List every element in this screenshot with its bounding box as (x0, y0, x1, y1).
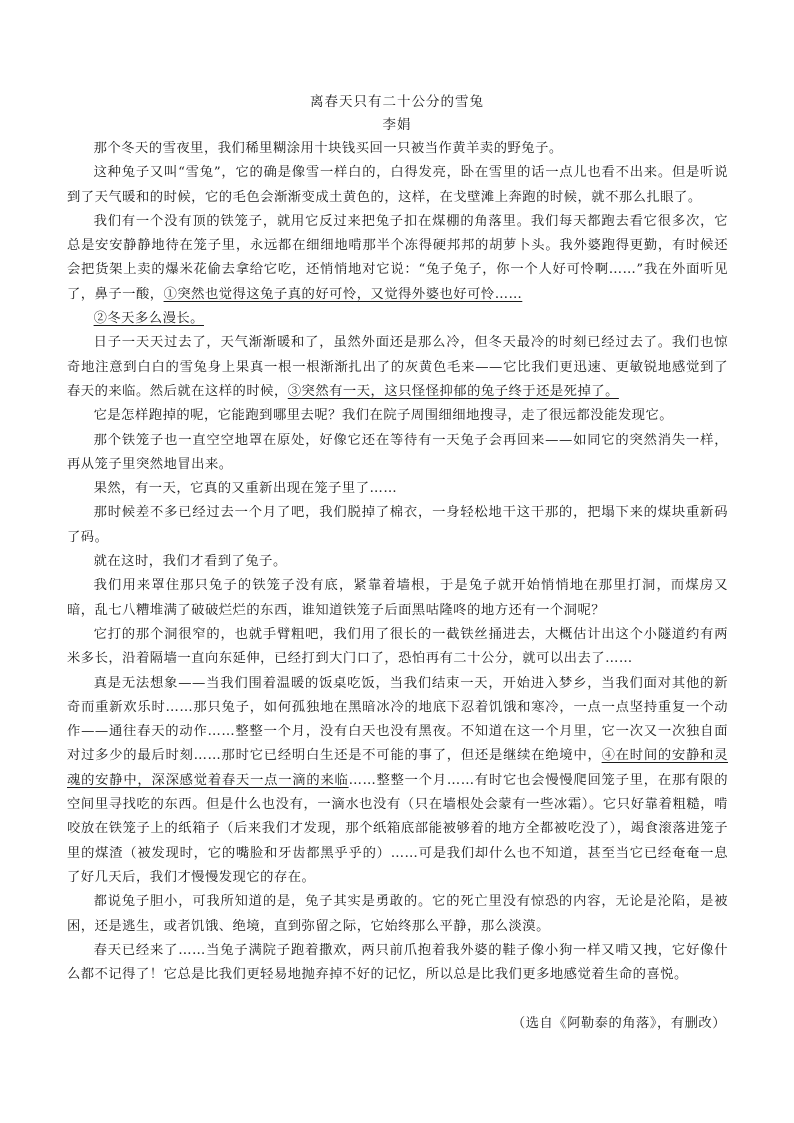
paragraph-6 (67, 404, 728, 428)
paragraph-text: 就在这时，我们才看到了兔子。 (93, 554, 287, 570)
paragraph-2 (67, 161, 728, 210)
underlined-sentence-1: ①突然也觉得这兔子真的好可怜，又觉得外婆也好可怜…… (163, 286, 523, 302)
paragraph-11 (67, 574, 728, 623)
paragraph-text: 这种兔子又叫“雪兔”，它的确是像雪一样白的，白得发亮，卧在雪里的话一点儿也看不出来。但是听说到了天气暖和的时候，它的毛色会渐渐变成土黄色的，这样，在戈壁滩上奔跑的时候，就不那么扎眼了。 (67, 165, 728, 205)
paragraph-text: 真是无法想象——当我们围着温暖的饭桌吃饭，当我们结束一天，开始进入梦乡，当我们面对其他的新奇而重新欢乐时……那只兔子，如何孤独地在黑暗冰冷的地底下忍着饥饿和寒冷，一点一点坚持重复一个动作——通往春天的动作……整整一个月，没有白天也没有黑夜。不知道在这一个月里，它一次又一次独自面对过多少的最后时刻……那时它已经明白生还是不可能的事了，但还是继续在绝境中， (67, 675, 728, 764)
paragraph-4 (67, 307, 728, 331)
paragraph-5 (67, 331, 728, 404)
article-title: 离春天只有二十公分的雪兔 (310, 94, 484, 110)
paragraph-text: 它打的那个洞很窄的，也就手臂粗吧，我们用了很长的一截铁丝捅进去，大概估计出这个小隧道约有两米多长，沿着隔墙一直向东延伸，已经打到大门口了，恐怕再有二十公分，就可以出去了…… (67, 626, 728, 667)
paragraph-12 (67, 623, 728, 672)
paragraph-text: 我们用来罩住那只兔子的铁笼子没有底，紧靠着墙根，于是兔子就开始悄悄地在那里打洞，而煤房又暗，乱七八糟堆满了破破烂烂的东西，谁知道铁笼子后面黑咕隆咚的地方还有一个洞呢？ (67, 578, 728, 618)
underlined-sentence-2: ②冬天多么漫长。 (93, 311, 204, 327)
underlined-sentence-4: ④在时间的安静和灵魂的安静中，深深感觉着春天一点一滴的来临 (67, 748, 729, 788)
paragraph-text: 都说兔子胆小，可我所知道的是，兔子其实是勇敢的。它的死亡里没有惊恐的内容，无论是沦陷，是被困，还是逃生，或者饥饿、绝境，直到弥留之际，它始终那么平静，那么淡漠。 (67, 894, 728, 934)
paragraph-text: 果然，有一天，它真的又重新出现在笼子里了…… (93, 481, 398, 497)
paragraph-15 (67, 939, 728, 988)
paragraph-text: 它是怎样跑掉的呢，它能跑到哪里去呢？我们在院子周围细细地搜寻，走了很远都没能发现它。 (93, 408, 674, 424)
paragraph-9 (67, 501, 728, 550)
article-source: （选自《阿勒泰的角落》，有删改） (511, 1016, 726, 1031)
paragraph-13 (67, 672, 728, 891)
paragraph-14 (67, 890, 728, 939)
paragraph-1 (67, 137, 728, 161)
paragraph-text: 那个冬天的雪夜里，我们稀里糊涂用十块钱买回一只被当作黄羊卖的野兔子。 (93, 141, 563, 156)
article-author: 李娟 (382, 117, 412, 133)
paragraph-text: ……整整一个月……有时它也会慢慢爬回笼子里，在那有限的空间里寻找吃的东西。但是什么也没有，一滴水也没有（只在墙根处会蒙有一些冰霜）。它只好靠着粗糙，啃咬放在铁笼子上的纸箱子（后来我们才发现，那个纸箱底部能被够着的地方全都被吃没了），竭食滚落进笼子里的煤渣（被发现时，它的嘴脸和牙齿都黑乎乎的）……可是我们却什么也不知道，甚至当它已经奄奄一息了好几天后，我们才慢慢发现它的存在。 (67, 772, 728, 885)
paragraph-10 (67, 550, 728, 574)
underlined-sentence-3: ③突然有一天，这只怪怪抑郁的兔子终于还是死掉了。 (287, 383, 619, 399)
paragraph-text: 那个铁笼子也一直空空地罩在原处，好像它还在等待有一天兔子会再回来——如同它的突然消失一样，再从笼子里突然地冒出来。 (67, 432, 728, 472)
paragraph-8 (67, 477, 728, 501)
paragraph-text: 春天已经来了……当兔子满院子跑着撒欢，两只前爪抱着我外婆的鞋子像小狗一样又啃又拽，它好像什么都不记得了！它总是比我们更轻易地抛弃掉不好的记忆，所以总是比我们更多地感觉着生命的喜悦。 (67, 942, 728, 983)
paragraph-7 (67, 429, 728, 478)
paragraph-3 (67, 210, 728, 307)
article-body (67, 137, 728, 987)
paragraph-text: 那时候差不多已经过去一个月了吧，我们脱掉了棉衣，一身轻松地干这干那的，把塌下来的煤块重新码了码。 (67, 505, 728, 545)
paragraph-text: 日子一天天过去了，天气渐渐暖和了，虽然外面还是那么冷，但冬天最冷的时刻已经过去了。我们也惊奇地注意到白白的雪兔身上果真一根一根渐渐扎出了的灰黄色毛来——它比我们更迅速、更敏锐地感觉到了春天的来临。然后就在这样的时候， (67, 335, 728, 399)
paragraph-text: 我们有一个没有顶的铁笼子，就用它反过来把兔子扣在煤棚的角落里。我们每天都跑去看它很多次，它总是安安静静地待在笼子里，永远都在细细地啃那半个冻得硬邦邦的胡萝卜头。我外婆跑得更勤，有时候还会把货架上卖的爆米花偷去拿给它吃，还悄悄地对它说：“兔子兔子，你一个人好可怜啊……”我在外面听见了，鼻子一酸， (67, 213, 728, 302)
